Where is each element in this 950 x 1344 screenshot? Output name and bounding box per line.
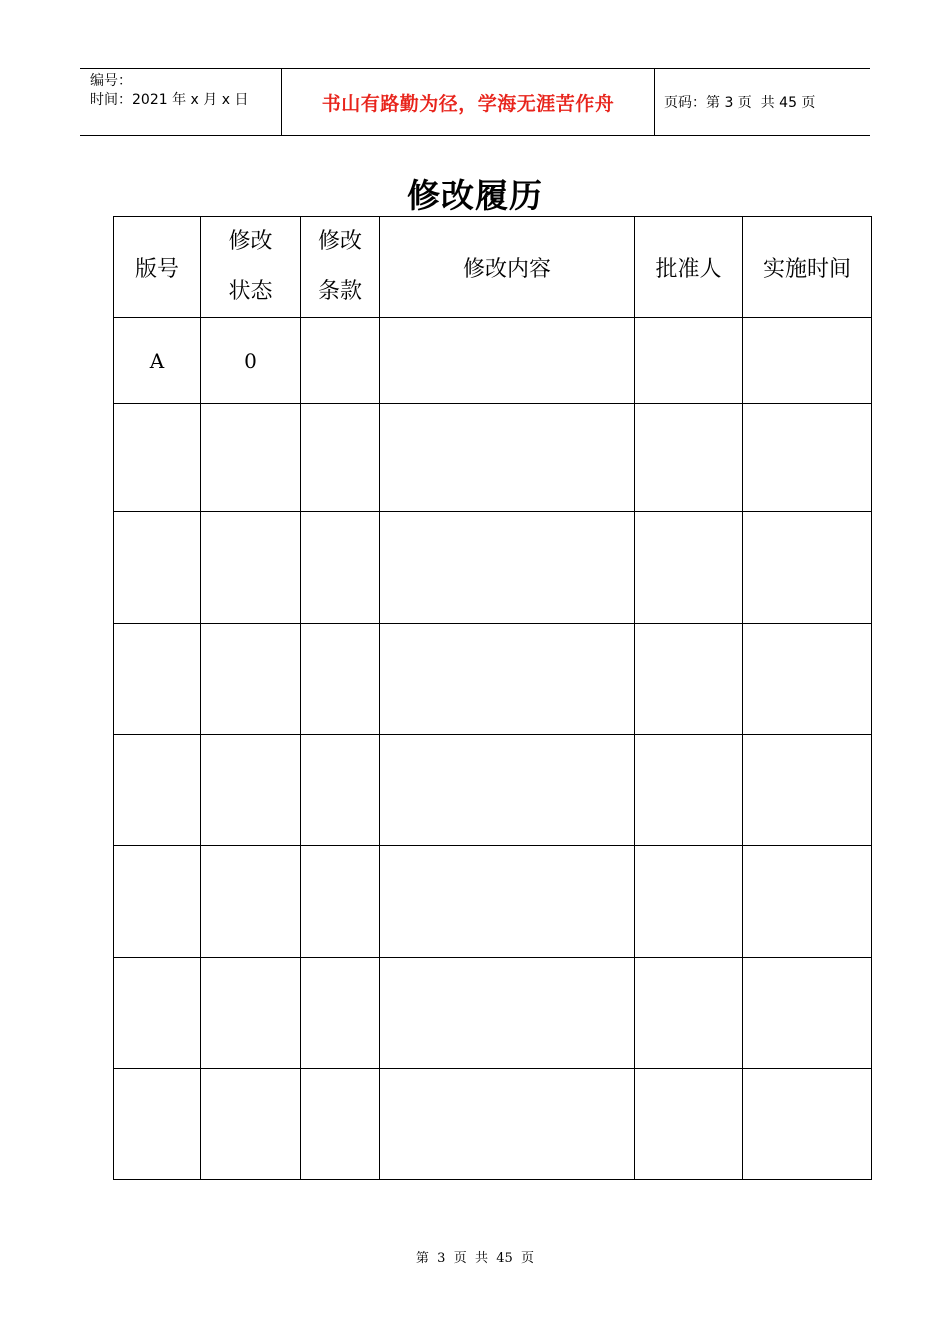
table-cell (635, 624, 743, 735)
table-cell (301, 624, 380, 735)
table-cell (635, 404, 743, 512)
table-cell (114, 624, 201, 735)
document-date-label: 时间：2021 年 x 月 x 日 (90, 92, 249, 108)
table-cell (201, 404, 301, 512)
table-cell (635, 1069, 743, 1180)
table-cell (635, 318, 743, 404)
table-cell (114, 512, 201, 624)
table-cell (201, 1069, 301, 1180)
header-revision-status: 修改 状态 (201, 217, 301, 318)
table-cell (301, 1069, 380, 1180)
header-meta (90, 72, 248, 110)
table-cell (301, 404, 380, 512)
table-cell (743, 735, 872, 846)
header-page-info: 页码：第 3 页 共 45 页 (664, 95, 816, 111)
table-header-row (114, 217, 872, 318)
table-cell (743, 512, 872, 624)
table-cell (201, 846, 301, 958)
table-cell: A (114, 318, 201, 404)
table-row (114, 318, 872, 404)
table-cell (201, 512, 301, 624)
table-row (114, 846, 872, 958)
table-cell (635, 735, 743, 846)
table-cell (380, 624, 635, 735)
table-cell (380, 318, 635, 404)
table-cell (114, 1069, 201, 1180)
table-cell (743, 1069, 872, 1180)
table-cell (114, 846, 201, 958)
table-cell (301, 512, 380, 624)
document-number-label: 编号： (90, 73, 132, 89)
header-effective-date: 实施时间 (743, 217, 872, 318)
table-cell (380, 958, 635, 1069)
table-row (114, 404, 872, 512)
table-cell (114, 404, 201, 512)
header-revision-content: 修改内容 (380, 217, 635, 318)
table-row (114, 512, 872, 624)
table-cell (635, 958, 743, 1069)
table-cell (743, 846, 872, 958)
table-row (114, 624, 872, 735)
table-cell (743, 404, 872, 512)
header-divider (654, 69, 655, 135)
document-title: 修改履历 (407, 176, 543, 215)
table-cell (380, 404, 635, 512)
table-row (114, 958, 872, 1069)
table-cell (635, 512, 743, 624)
header-approver: 批准人 (635, 217, 743, 318)
table-cell (201, 624, 301, 735)
table-cell (380, 512, 635, 624)
table-cell (301, 958, 380, 1069)
table-cell (743, 624, 872, 735)
table-cell: 0 (201, 318, 301, 404)
table-row (114, 735, 872, 846)
header-revision-clause: 修改 条款 (301, 217, 380, 318)
page-header (80, 68, 870, 136)
table-cell (301, 735, 380, 846)
table-cell (635, 846, 743, 958)
table-cell (201, 958, 301, 1069)
header-motto: 书山有路勤为径，学海无涯苦作舟 (321, 92, 615, 115)
table-cell (380, 846, 635, 958)
table-cell (301, 846, 380, 958)
table-cell (380, 1069, 635, 1180)
table-cell (114, 958, 201, 1069)
table-cell (743, 318, 872, 404)
table-cell (380, 735, 635, 846)
page-footer: 第 3 页 共 45 页 (415, 1251, 535, 1266)
table-row (114, 1069, 872, 1180)
table-cell (114, 735, 201, 846)
header-version: 版号 (114, 217, 201, 318)
table-cell (743, 958, 872, 1069)
revision-history-table (113, 216, 872, 1180)
table-cell (201, 735, 301, 846)
table-cell (301, 318, 380, 404)
